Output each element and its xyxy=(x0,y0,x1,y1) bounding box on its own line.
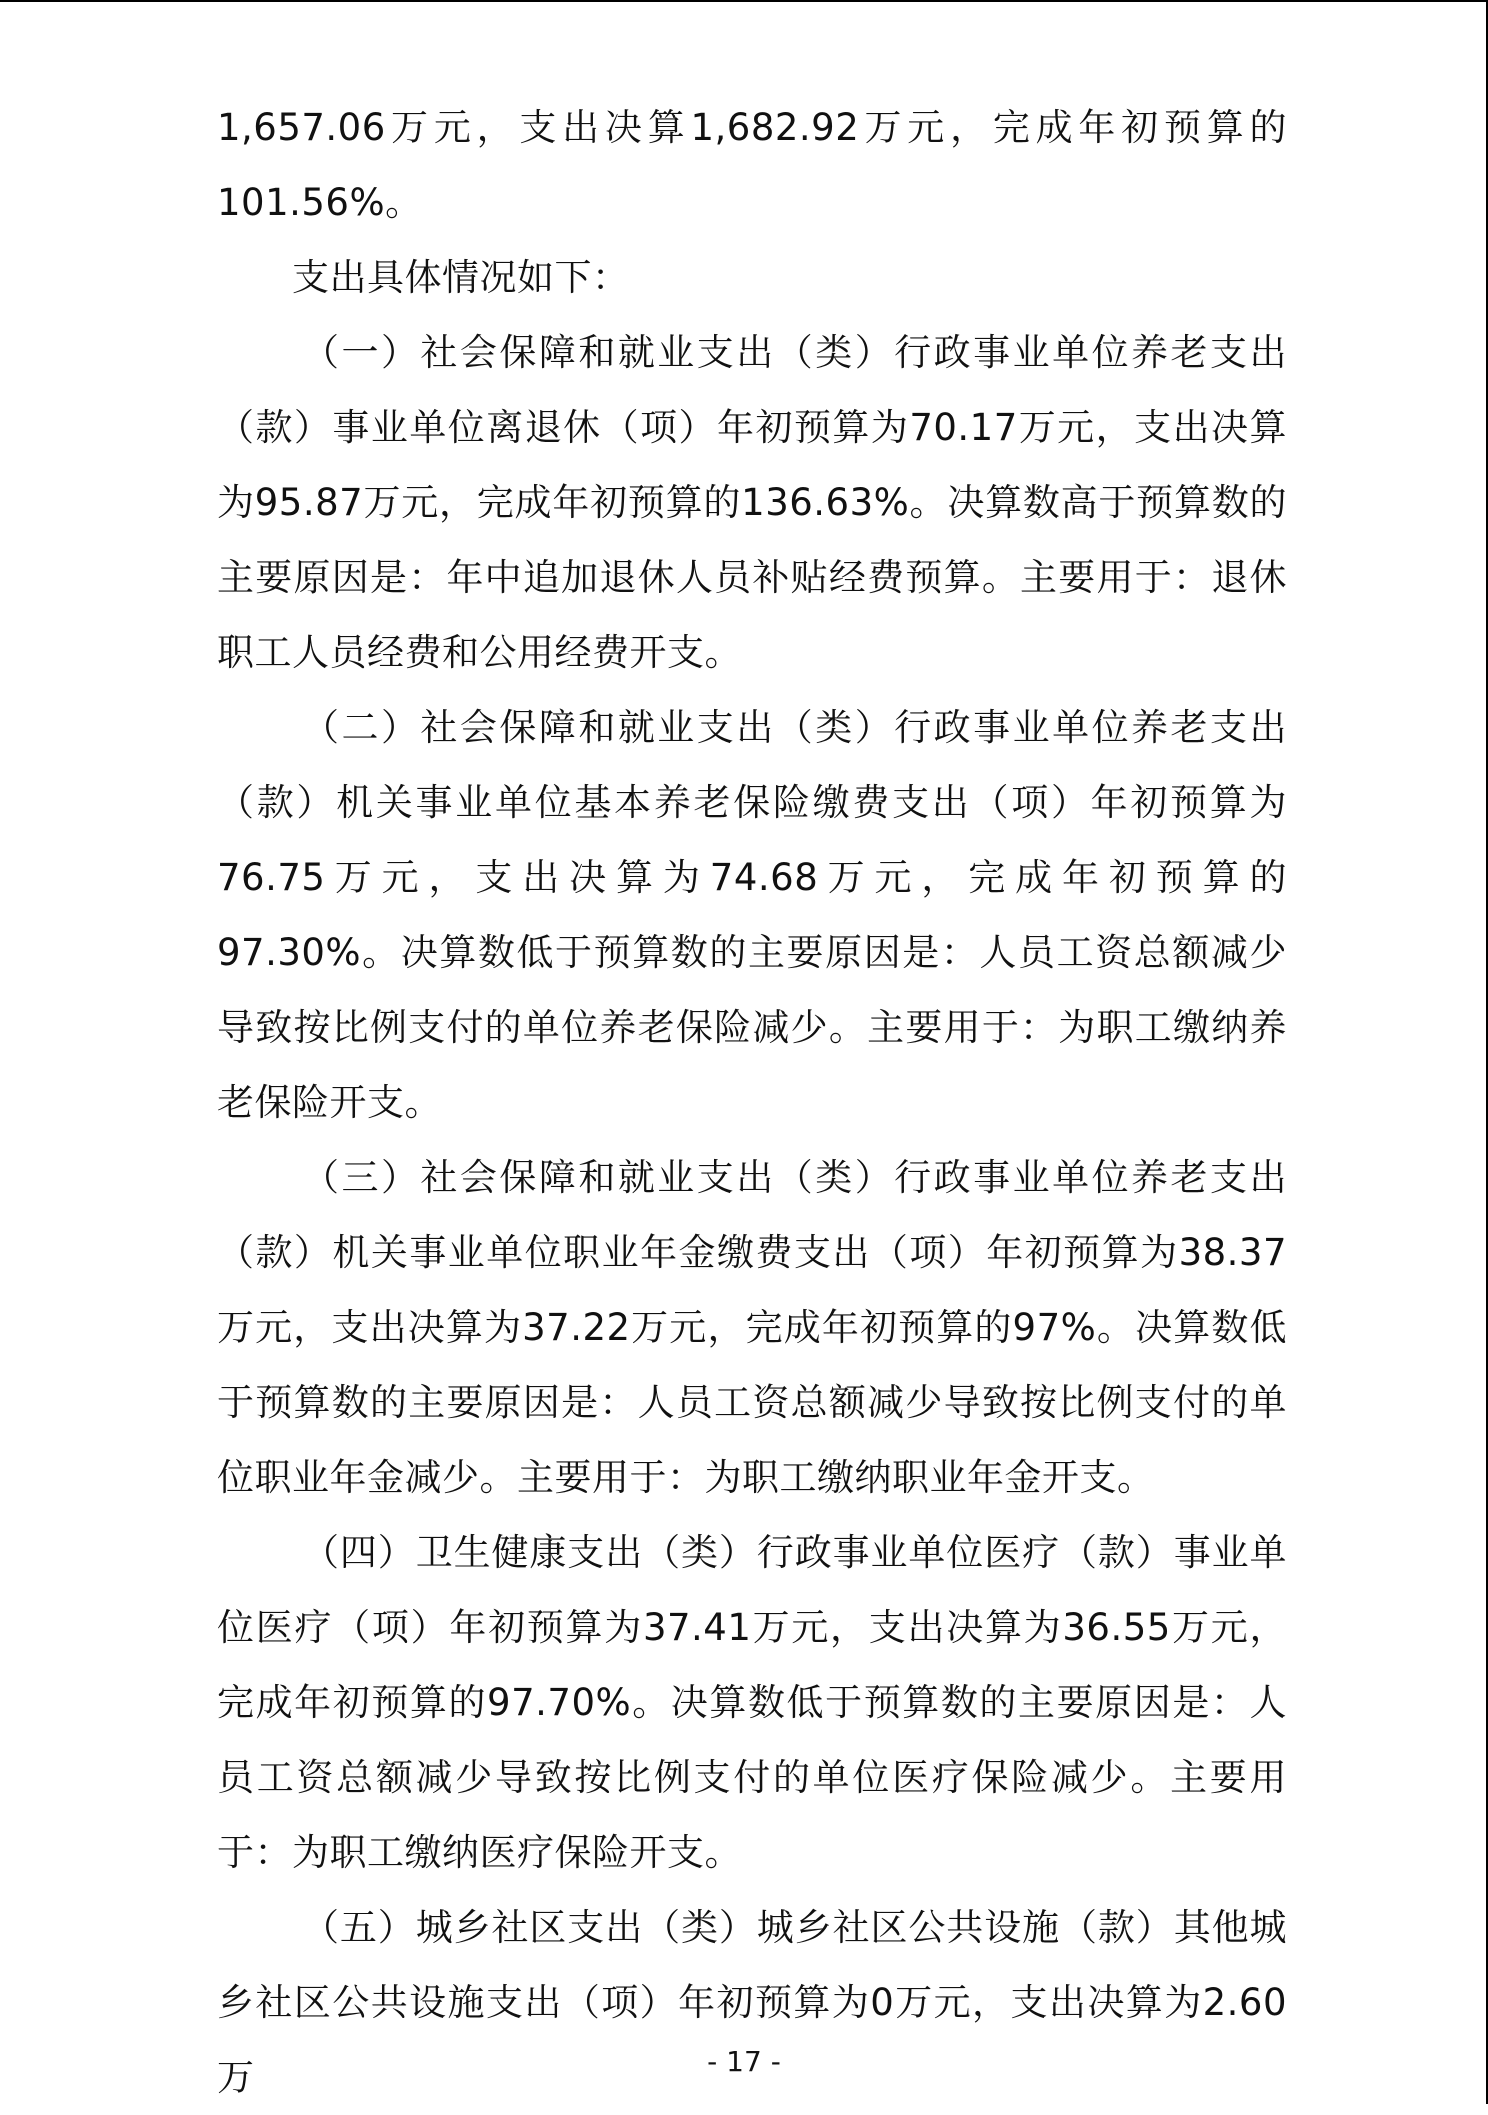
paragraph-expenditure-intro: 支出具体情况如下： xyxy=(292,256,630,299)
page-top-border xyxy=(0,0,1488,2)
document-body xyxy=(217,90,1287,2115)
page-number: - 17 - xyxy=(707,2045,781,2078)
paragraph-item-5-community-facilities: （五）城乡社区支出（类）城乡社区公共设施（款）其他城乡社区公共设施支出（项）年初预算为0万元，支出决算为2.60万 xyxy=(217,1906,1287,2099)
paragraph-item-2-basic-pension: （二）社会保障和就业支出（类）行政事业单位养老支出（款）机关事业单位基本养老保险缴费支出（项）年初预算为76.75万元，支出决算为74.68万元，完成年初预算的97.30%。决算数低于预算数的主要原因是：人员工资总额减少导致按比例支付的单位养老保险减少。主要用于：为职工缴纳养老保险开支。 xyxy=(217,706,1287,1124)
paragraph-item-4-medical: （四）卫生健康支出（类）行政事业单位医疗（款）事业单位医疗（项）年初预算为37.41万元，支出决算为36.55万元，完成年初预算的97.70%。决算数低于预算数的主要原因是：人员工资总额减少导致按比例支付的单位医疗保险减少。主要用于：为职工缴纳医疗保险开支。 xyxy=(217,1531,1287,1874)
paragraph-budget-summary: 1,657.06万元，支出决算1,682.92万元，完成年初预算的101.56%。 xyxy=(217,106,1287,224)
paragraph-item-3-occupational-annuity: （三）社会保障和就业支出（类）行政事业单位养老支出（款）机关事业单位职业年金缴费支出（项）年初预算为38.37万元，支出决算为37.22万元，完成年初预算的97%。决算数低于预算数的主要原因是：人员工资总额减少导致按比例支付的单位职业年金减少。主要用于：为职工缴纳职业年金开支。 xyxy=(217,1156,1287,1499)
paragraph-item-1-retirement: （一）社会保障和就业支出（类）行政事业单位养老支出（款）事业单位离退休（项）年初预算为70.17万元，支出决算为95.87万元，完成年初预算的136.63%。决算数高于预算数的主要原因是：年中追加退休人员补贴经费预算。主要用于：退休职工人员经费和公用经费开支。 xyxy=(217,331,1287,674)
